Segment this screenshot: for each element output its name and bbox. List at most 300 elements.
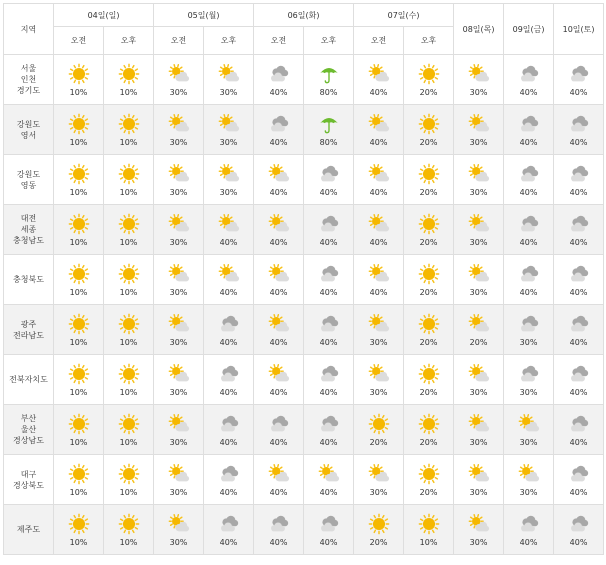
- forecast-cell: [554, 305, 604, 355]
- region-name: [4, 355, 54, 405]
- forecast-cell: [404, 505, 454, 555]
- precipitation-probability: 40%: [219, 537, 238, 547]
- forecast-cell: [554, 505, 604, 555]
- partly-cloudy-icon: [468, 513, 490, 535]
- forecast-cell: [104, 255, 154, 305]
- forecast-cell: [154, 55, 204, 105]
- precipitation-probability: 10%: [69, 137, 88, 147]
- precipitation-probability: 10%: [69, 387, 88, 397]
- partly-cloudy-icon: [368, 263, 390, 285]
- partly-cloudy-icon: [468, 363, 490, 385]
- precipitation-probability: 40%: [569, 437, 588, 447]
- region-name: [4, 505, 54, 555]
- cloudy-icon: [518, 113, 540, 135]
- precipitation-probability: 30%: [519, 437, 538, 447]
- precipitation-probability: 20%: [419, 337, 438, 347]
- forecast-cell: [554, 455, 604, 505]
- sun-icon: [418, 313, 440, 335]
- precipitation-probability: 40%: [519, 237, 538, 247]
- forecast-cell: [204, 355, 254, 405]
- table-body: [4, 55, 604, 555]
- sun-icon: [118, 113, 140, 135]
- region-name-line: 대전: [20, 214, 37, 223]
- forecast-cell: [254, 255, 304, 305]
- sun-icon: [68, 113, 90, 135]
- forecast-cell: [204, 305, 254, 355]
- cloudy-icon: [318, 413, 340, 435]
- forecast-cell: [254, 305, 304, 355]
- precipitation-probability: 30%: [169, 487, 188, 497]
- precipitation-probability: 30%: [219, 187, 238, 197]
- sun-icon: [68, 163, 90, 185]
- forecast-cell: [554, 55, 604, 105]
- forecast-cell: [354, 305, 404, 355]
- precipitation-probability: 40%: [519, 187, 538, 197]
- precipitation-probability: 30%: [469, 187, 488, 197]
- precipitation-probability: 40%: [569, 537, 588, 547]
- precipitation-probability: 40%: [519, 287, 538, 297]
- partly-cloudy-icon: [168, 313, 190, 335]
- forecast-cell: [504, 355, 554, 405]
- cloudy-icon: [518, 213, 540, 235]
- forecast-cell: [304, 505, 354, 555]
- sun-icon: [418, 513, 440, 535]
- partly-cloudy-icon: [468, 113, 490, 135]
- forecast-cell: [554, 155, 604, 205]
- cloudy-icon: [318, 513, 340, 535]
- precipitation-probability: 10%: [119, 487, 138, 497]
- table-header: [4, 4, 604, 55]
- sun-icon: [68, 513, 90, 535]
- precipitation-probability: 10%: [119, 387, 138, 397]
- precipitation-probability: 40%: [269, 387, 288, 397]
- region-name-line: 강원도: [16, 169, 41, 179]
- partly-cloudy-icon: [218, 63, 240, 85]
- precipitation-probability: 40%: [519, 137, 538, 147]
- forecast-cell: [454, 455, 504, 505]
- precipitation-probability: 30%: [519, 487, 538, 497]
- partly-cloudy-icon: [268, 163, 290, 185]
- forecast-cell: [254, 455, 304, 505]
- cloudy-icon: [568, 263, 590, 285]
- precipitation-probability: 40%: [369, 237, 388, 247]
- forecast-cell: [154, 355, 204, 405]
- forecast-cell: [54, 405, 104, 455]
- precipitation-probability: 10%: [69, 337, 88, 347]
- precipitation-probability: 30%: [469, 87, 488, 97]
- precipitation-probability: 10%: [119, 137, 138, 147]
- precipitation-probability: 40%: [569, 337, 588, 347]
- precipitation-probability: 40%: [319, 487, 338, 497]
- partly-cloudy-icon: [368, 363, 390, 385]
- table-row: [4, 205, 604, 255]
- precipitation-probability: 30%: [169, 337, 188, 347]
- precipitation-probability: 30%: [169, 237, 188, 247]
- forecast-cell: [204, 505, 254, 555]
- partly-cloudy-icon: [318, 463, 340, 485]
- cloudy-icon: [218, 463, 240, 485]
- cloudy-icon: [568, 163, 590, 185]
- precipitation-probability: 30%: [369, 387, 388, 397]
- forecast-cell: [354, 455, 404, 505]
- table-row: [4, 105, 604, 155]
- forecast-cell: [304, 255, 354, 305]
- forecast-cell: [54, 455, 104, 505]
- precipitation-probability: 40%: [569, 487, 588, 497]
- table-row: [4, 355, 604, 405]
- forecast-cell: [454, 55, 504, 105]
- forecast-cell: [404, 105, 454, 155]
- cloudy-icon: [318, 363, 340, 385]
- partly-cloudy-icon: [268, 213, 290, 235]
- partly-cloudy-icon: [468, 63, 490, 85]
- partly-cloudy-icon: [218, 213, 240, 235]
- precipitation-probability: 20%: [419, 237, 438, 247]
- precipitation-probability: 30%: [169, 437, 188, 447]
- forecast-cell: [354, 405, 404, 455]
- am-header: 오전: [254, 27, 304, 55]
- region-column-header: 지역: [4, 4, 54, 55]
- forecast-cell: [104, 455, 154, 505]
- sun-icon: [418, 163, 440, 185]
- cloudy-icon: [218, 363, 240, 385]
- forecast-cell: [454, 255, 504, 305]
- forecast-cell: [54, 105, 104, 155]
- forecast-cell: [454, 155, 504, 205]
- precipitation-probability: 40%: [519, 537, 538, 547]
- precipitation-probability: 10%: [69, 487, 88, 497]
- pm-header: 오후: [104, 27, 154, 55]
- precipitation-probability: 10%: [69, 237, 88, 247]
- precipitation-probability: 40%: [319, 337, 338, 347]
- forecast-cell: [454, 405, 504, 455]
- table-row: [4, 55, 604, 105]
- partly-cloudy-icon: [168, 113, 190, 135]
- precipitation-probability: 40%: [269, 537, 288, 547]
- precipitation-probability: 20%: [369, 437, 388, 447]
- forecast-cell: [354, 55, 404, 105]
- forecast-cell: [304, 55, 354, 105]
- region-name-line: 광주: [20, 319, 37, 329]
- sun-icon: [118, 163, 140, 185]
- forecast-cell: [204, 405, 254, 455]
- forecast-cell: [104, 355, 154, 405]
- region-name-line: 부산: [20, 414, 37, 423]
- forecast-cell: [454, 305, 504, 355]
- forecast-cell: [354, 205, 404, 255]
- forecast-cell: [54, 205, 104, 255]
- precipitation-probability: 40%: [219, 337, 238, 347]
- cloudy-icon: [568, 313, 590, 335]
- precipitation-probability: 40%: [269, 487, 288, 497]
- precipitation-probability: 40%: [369, 187, 388, 197]
- forecast-cell: [154, 155, 204, 205]
- sun-icon: [418, 63, 440, 85]
- sun-icon: [368, 513, 390, 535]
- precipitation-probability: 40%: [319, 287, 338, 297]
- precipitation-probability: 10%: [69, 537, 88, 547]
- precipitation-probability: 30%: [219, 137, 238, 147]
- table-row: [4, 255, 604, 305]
- forecast-cell: [354, 355, 404, 405]
- cloudy-icon: [568, 413, 590, 435]
- am-header: 오전: [154, 27, 204, 55]
- forecast-cell: [254, 55, 304, 105]
- precipitation-probability: 40%: [219, 287, 238, 297]
- forecast-cell: [454, 355, 504, 405]
- forecast-cell: [104, 405, 154, 455]
- sun-icon: [118, 313, 140, 335]
- table-row: [4, 455, 604, 505]
- precipitation-probability: 40%: [219, 387, 238, 397]
- precipitation-probability: 30%: [169, 137, 188, 147]
- precipitation-probability: 10%: [119, 537, 138, 547]
- precipitation-probability: 30%: [469, 537, 488, 547]
- pm-header: 오후: [404, 27, 454, 55]
- sun-icon: [418, 213, 440, 235]
- precipitation-probability: 20%: [419, 87, 438, 97]
- region-name-line: 강원도: [16, 119, 41, 129]
- forecast-cell: [104, 505, 154, 555]
- precipitation-probability: 10%: [119, 237, 138, 247]
- precipitation-probability: 40%: [219, 237, 238, 247]
- precipitation-probability: 40%: [269, 437, 288, 447]
- forecast-cell: [354, 505, 404, 555]
- partly-cloudy-icon: [218, 163, 240, 185]
- precipitation-probability: 20%: [419, 387, 438, 397]
- partly-cloudy-icon: [468, 313, 490, 335]
- forecast-cell: [54, 55, 104, 105]
- forecast-cell: [204, 255, 254, 305]
- sun-icon: [368, 413, 390, 435]
- sun-icon: [68, 213, 90, 235]
- forecast-cell: [304, 455, 354, 505]
- forecast-cell: [504, 155, 554, 205]
- sun-icon: [68, 313, 90, 335]
- region-name-line: 전북자치도: [9, 375, 48, 384]
- forecast-cell: [154, 455, 204, 505]
- forecast-cell: [504, 505, 554, 555]
- cloudy-icon: [268, 513, 290, 535]
- sun-icon: [418, 263, 440, 285]
- partly-cloudy-icon: [168, 413, 190, 435]
- sun-icon: [118, 463, 140, 485]
- forecast-cell: [554, 355, 604, 405]
- cloudy-icon: [268, 63, 290, 85]
- sun-icon: [68, 63, 90, 85]
- precipitation-probability: 30%: [369, 337, 388, 347]
- precipitation-probability: 20%: [419, 137, 438, 147]
- precipitation-probability: 40%: [569, 87, 588, 97]
- forecast-cell: [204, 455, 254, 505]
- forecast-cell: [304, 205, 354, 255]
- partly-cloudy-icon: [218, 263, 240, 285]
- cloudy-icon: [318, 313, 340, 335]
- precipitation-probability: 40%: [369, 137, 388, 147]
- precipitation-probability: 40%: [319, 237, 338, 247]
- sun-icon: [418, 413, 440, 435]
- sun-icon: [118, 263, 140, 285]
- forecast-cell: [254, 505, 304, 555]
- precipitation-probability: 30%: [219, 87, 238, 97]
- forecast-cell: [504, 105, 554, 155]
- forecast-cell: [504, 455, 554, 505]
- cloudy-icon: [568, 363, 590, 385]
- pm-header: 오후: [204, 27, 254, 55]
- partly-cloudy-icon: [468, 463, 490, 485]
- precipitation-probability: 30%: [469, 237, 488, 247]
- forecast-cell: [304, 305, 354, 355]
- forecast-cell: [404, 155, 454, 205]
- precipitation-probability: 10%: [69, 437, 88, 447]
- partly-cloudy-icon: [168, 213, 190, 235]
- forecast-cell: [504, 55, 554, 105]
- region-name: [4, 55, 54, 105]
- precipitation-probability: 30%: [519, 387, 538, 397]
- precipitation-probability: 40%: [269, 87, 288, 97]
- forecast-cell: [504, 255, 554, 305]
- partly-cloudy-icon: [368, 63, 390, 85]
- precipitation-probability: 40%: [569, 387, 588, 397]
- day-header: 05일(월): [154, 4, 254, 27]
- forecast-cell: [154, 305, 204, 355]
- forecast-cell: [554, 205, 604, 255]
- forecast-cell: [404, 355, 454, 405]
- precipitation-probability: 40%: [319, 187, 338, 197]
- cloudy-icon: [268, 113, 290, 135]
- precipitation-probability: 10%: [119, 437, 138, 447]
- precipitation-probability: 40%: [269, 287, 288, 297]
- precipitation-probability: 40%: [519, 87, 538, 97]
- forecast-cell: [504, 205, 554, 255]
- precipitation-probability: 40%: [319, 537, 338, 547]
- forecast-cell: [204, 55, 254, 105]
- forecast-cell: [204, 205, 254, 255]
- forecast-cell: [154, 105, 204, 155]
- umbrella-icon: [318, 63, 340, 85]
- forecast-cell: [204, 155, 254, 205]
- forecast-cell: [104, 105, 154, 155]
- precipitation-probability: 10%: [69, 87, 88, 97]
- precipitation-probability: 30%: [519, 337, 538, 347]
- region-name-line: 충청북도: [13, 275, 44, 284]
- cloudy-icon: [568, 513, 590, 535]
- region-name-line: 경기도: [16, 86, 41, 95]
- region-name: [4, 205, 54, 255]
- partly-cloudy-icon: [168, 513, 190, 535]
- forecast-cell: [254, 105, 304, 155]
- partly-cloudy-icon: [468, 263, 490, 285]
- cloudy-icon: [518, 513, 540, 535]
- weekly-weather-table: [3, 3, 604, 555]
- precipitation-probability: 20%: [419, 287, 438, 297]
- precipitation-probability: 20%: [419, 487, 438, 497]
- precipitation-probability: 40%: [269, 137, 288, 147]
- region-name-line: 경상남도: [13, 436, 44, 445]
- forecast-cell: [404, 305, 454, 355]
- partly-cloudy-icon: [368, 113, 390, 135]
- table-row: [4, 505, 604, 555]
- partly-cloudy-icon: [268, 363, 290, 385]
- precipitation-probability: 40%: [569, 287, 588, 297]
- forecast-cell: [154, 205, 204, 255]
- precipitation-probability: 10%: [119, 187, 138, 197]
- forecast-cell: [104, 305, 154, 355]
- cloudy-icon: [568, 63, 590, 85]
- precipitation-probability: 30%: [469, 437, 488, 447]
- region-name: [4, 405, 54, 455]
- cloudy-icon: [218, 413, 240, 435]
- cloudy-icon: [518, 363, 540, 385]
- forecast-cell: [304, 355, 354, 405]
- region-name-line: 제주도: [16, 525, 41, 534]
- precipitation-probability: 40%: [369, 287, 388, 297]
- precipitation-probability: 40%: [569, 237, 588, 247]
- partly-cloudy-icon: [168, 463, 190, 485]
- cloudy-icon: [218, 313, 240, 335]
- cloudy-icon: [318, 163, 340, 185]
- sun-icon: [118, 63, 140, 85]
- partly-cloudy-icon: [268, 313, 290, 335]
- precipitation-probability: 30%: [469, 487, 488, 497]
- cloudy-icon: [518, 163, 540, 185]
- precipitation-probability: 40%: [269, 337, 288, 347]
- partly-cloudy-icon: [168, 63, 190, 85]
- forecast-cell: [254, 205, 304, 255]
- cloudy-icon: [218, 513, 240, 535]
- table-row: [4, 305, 604, 355]
- cloudy-icon: [268, 413, 290, 435]
- precipitation-probability: 40%: [269, 237, 288, 247]
- precipitation-probability: 10%: [419, 537, 438, 547]
- umbrella-icon: [318, 113, 340, 135]
- region-name: [4, 155, 54, 205]
- region-name: [4, 455, 54, 505]
- forecast-cell: [104, 205, 154, 255]
- region-name-line: 충청남도: [13, 236, 44, 245]
- forecast-cell: [304, 105, 354, 155]
- partly-cloudy-icon: [518, 463, 540, 485]
- partly-cloudy-icon: [468, 413, 490, 435]
- forecast-cell: [54, 505, 104, 555]
- forecast-cell: [504, 305, 554, 355]
- precipitation-probability: 20%: [369, 537, 388, 547]
- cloudy-icon: [318, 263, 340, 285]
- precipitation-probability: 30%: [169, 87, 188, 97]
- forecast-cell: [154, 255, 204, 305]
- cloudy-icon: [568, 113, 590, 135]
- precipitation-probability: 40%: [219, 437, 238, 447]
- region-name-line: 영동: [20, 180, 37, 190]
- forecast-cell: [404, 255, 454, 305]
- day-header: 06일(화): [254, 4, 354, 27]
- region-name-line: 경상북도: [13, 480, 44, 490]
- partly-cloudy-icon: [518, 413, 540, 435]
- forecast-cell: [254, 355, 304, 405]
- forecast-cell: [54, 355, 104, 405]
- region-name: [4, 305, 54, 355]
- partly-cloudy-icon: [268, 463, 290, 485]
- precipitation-probability: 20%: [419, 187, 438, 197]
- forecast-cell: [504, 405, 554, 455]
- day-header: 09일(금): [504, 4, 554, 55]
- region-name: [4, 255, 54, 305]
- cloudy-icon: [568, 463, 590, 485]
- cloudy-icon: [318, 213, 340, 235]
- forecast-cell: [354, 155, 404, 205]
- pm-header: 오후: [304, 27, 354, 55]
- region-name-line: 대구: [20, 469, 37, 479]
